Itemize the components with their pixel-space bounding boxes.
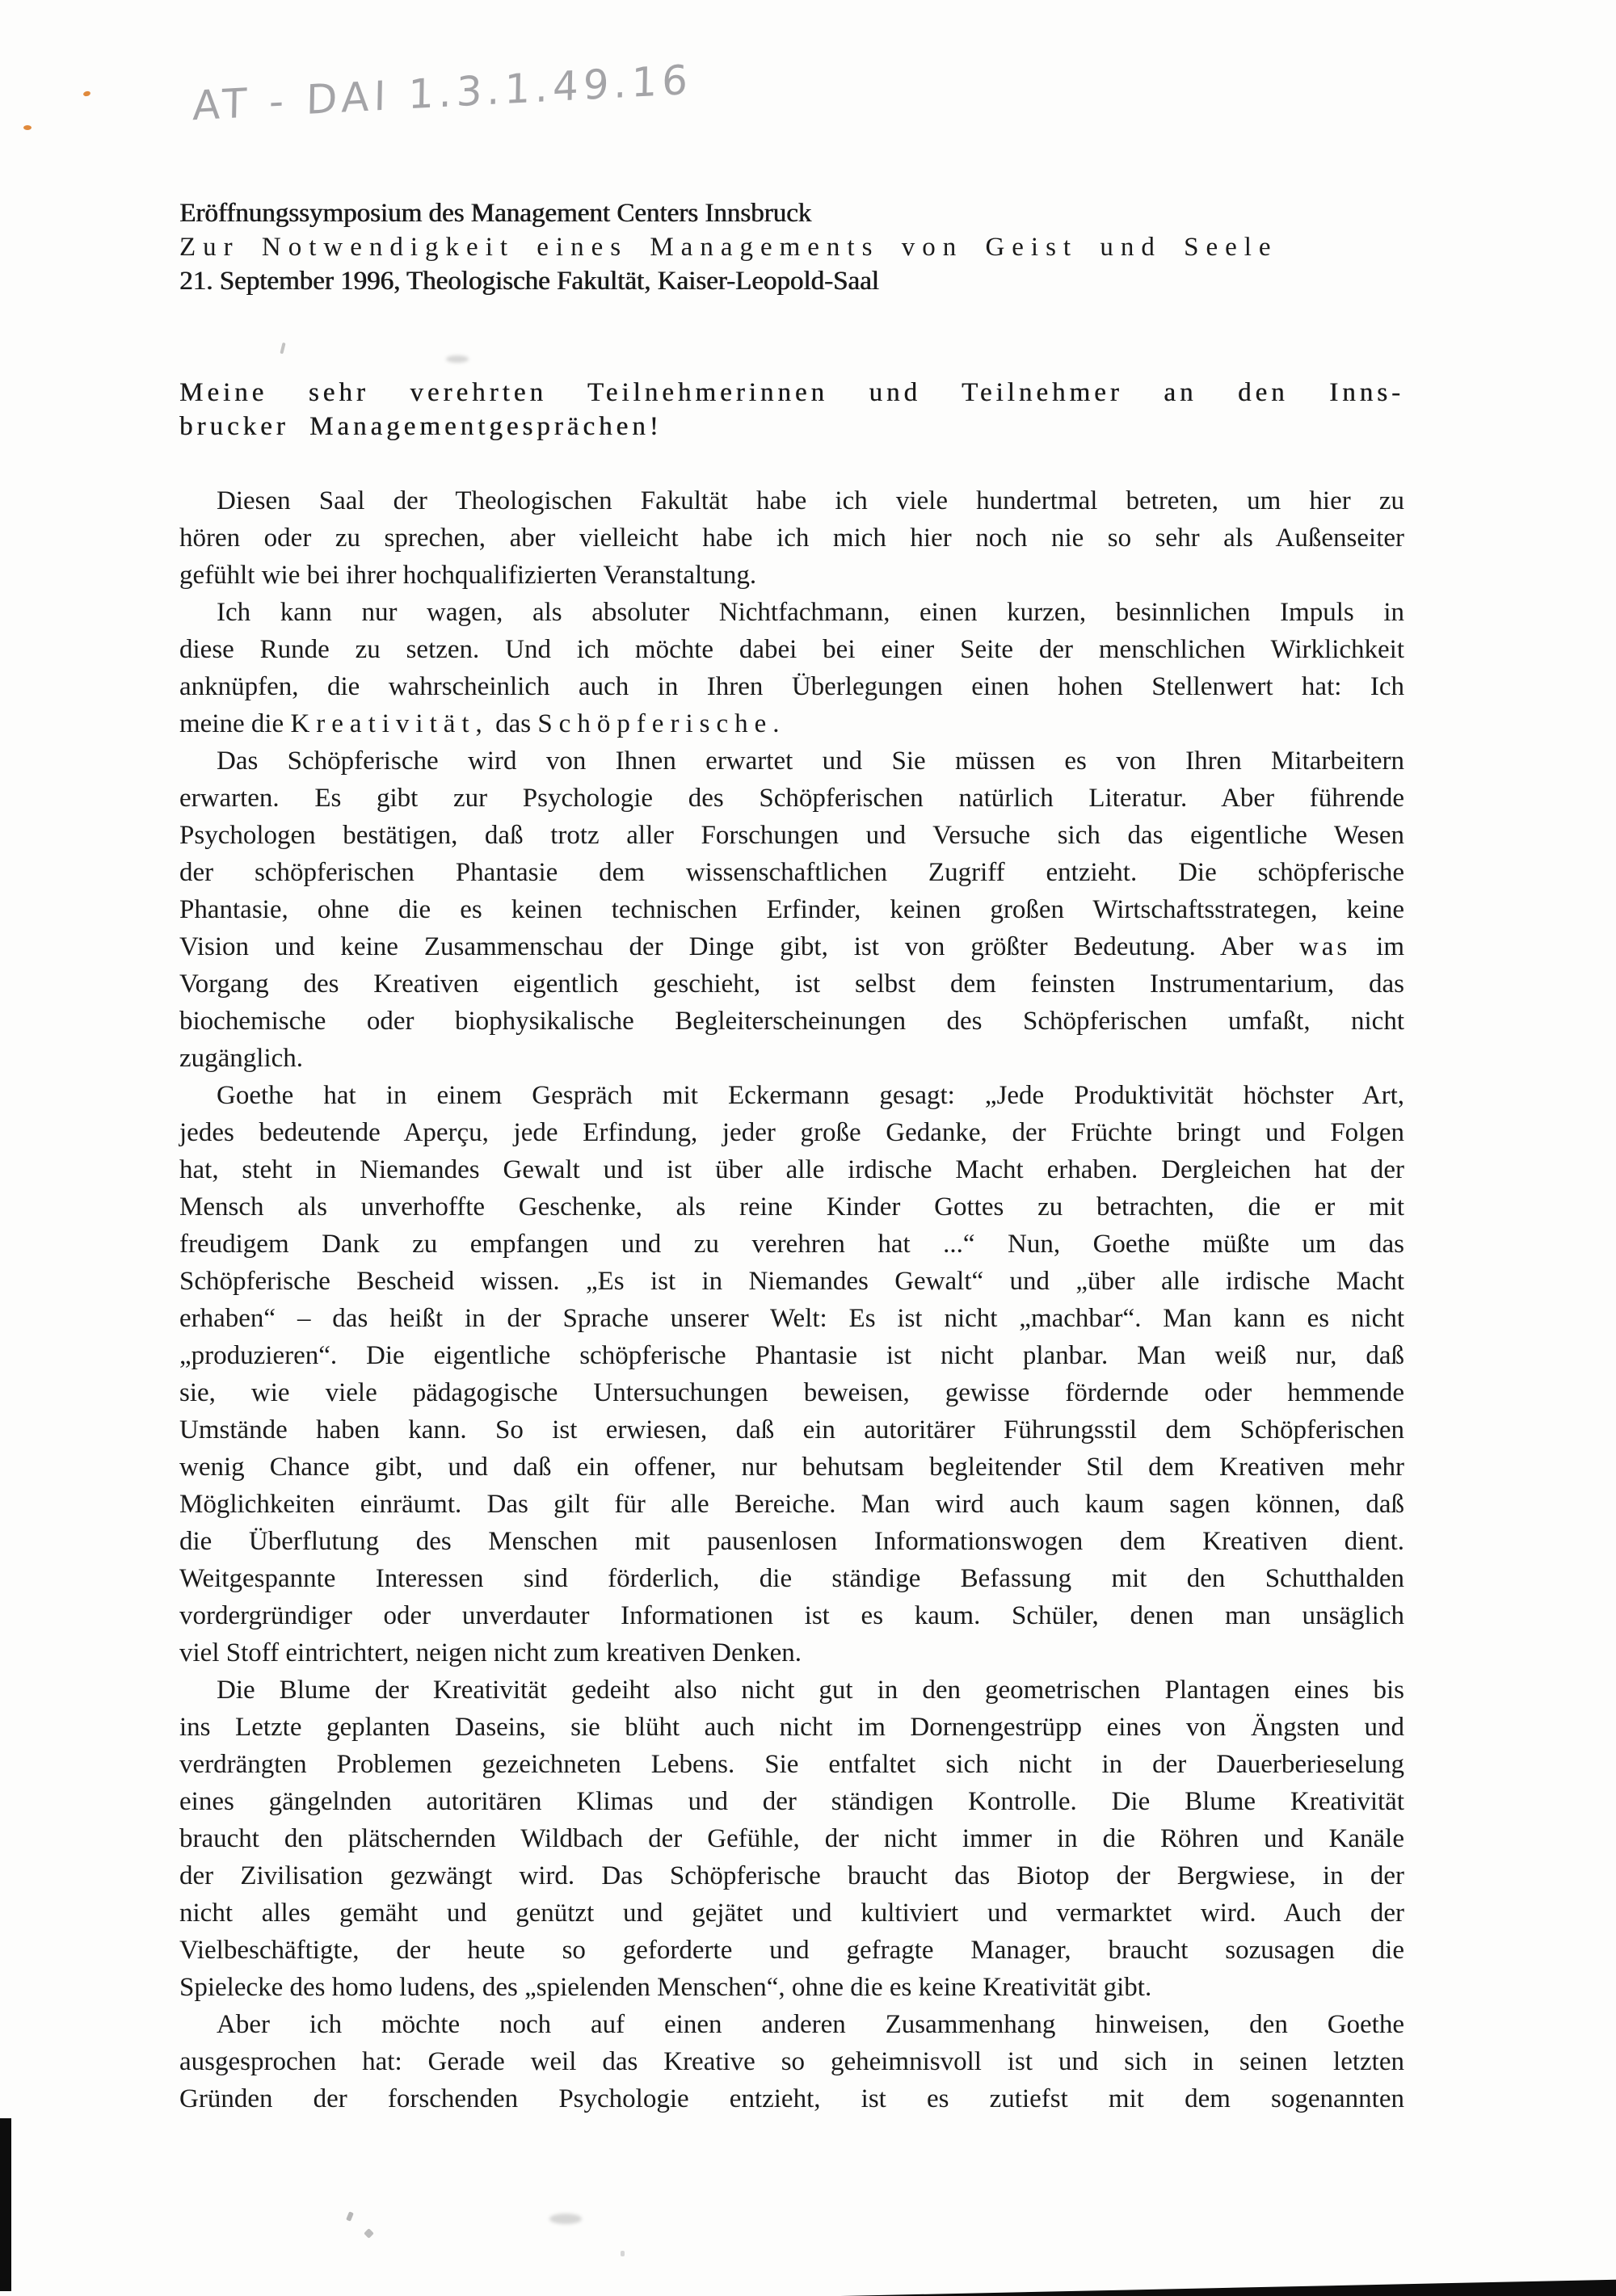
paragraph-5 <box>179 1672 1404 2006</box>
text-line: Meine sehr verehrten Teilnehmerinnen und Teilnehmer an den Inns- <box>179 378 1404 407</box>
text-line: biochemische oder biophysikalische Begleiterscheinungen des Schöpferischen umfaßt, nicht <box>179 1007 1404 1036</box>
text-line: Die Blume der Kreativität gedeiht also nicht gut in den geometrischen Plantagen eines bis <box>217 1676 1404 1705</box>
scan-smudge <box>346 2211 354 2221</box>
text-line <box>179 928 1404 965</box>
text-line: viel Stoff eintrichtert, neigen nicht zum kreativen Denken. <box>179 1638 802 1667</box>
text-line: Umstände haben kann. So ist erwiesen, daß ein autoritärer Führungsstil dem Schöpferischen <box>179 1415 1404 1444</box>
text-line: vordergründiger oder unverdauter Informationen ist es kaum. Schüler, denen man unsäglich <box>179 1601 1404 1630</box>
text-line: Aber ich möchte noch auf einen anderen Zusammenhang hinweisen, den Goethe <box>217 2010 1404 2039</box>
text-line: der schöpferischen Phantasie dem wissenschaftlichen Zugriff entzieht. Die schöpferische <box>179 858 1404 887</box>
emphasized-spaced-text: Schöpferische. <box>537 709 786 738</box>
paragraph-3 <box>179 742 1404 1077</box>
text-line: Schöpferische Bescheid wissen. „Es ist in Niemandes Gewalt“ und „über alle irdische Macht <box>179 1267 1404 1296</box>
text-line: gefühlt wie bei ihrer hochqualifizierten Veranstaltung. <box>179 561 757 590</box>
handwritten-archive-code: AT - DAI 1.3.1.49.16 <box>191 56 693 130</box>
text-segment: meine die <box>179 709 291 738</box>
emphasized-spaced-text: was <box>1298 932 1351 961</box>
text-line: sie, wie viele pädagogische Untersuchungen beweisen, gewisse fördernde oder hemmende <box>179 1378 1404 1407</box>
text-line: Vorgang des Kreativen eigentlich geschieht, ist selbst dem feinsten Instrumentarium, das <box>179 969 1404 999</box>
text-line: „produzieren“. Die eigentliche schöpferische Phantasie ist nicht planbar. Man weiß nur, daß <box>179 1341 1404 1370</box>
text-line: erwarten. Es gibt zur Psychologie des Schöpferischen natürlich Literatur. Aber führende <box>179 784 1404 813</box>
text-line: Vielbeschäftigte, der heute so geforderte und gefragte Manager, braucht sozusagen die <box>179 1936 1404 1965</box>
text-line: Gründen der forschenden Psychologie entzieht, ist es zutiefst mit dem sogenannten <box>179 2084 1404 2113</box>
scan-smudge <box>621 2251 625 2256</box>
text-line: hat, steht in Niemandes Gewalt und ist über alle irdische Macht erhaben. Dergleichen hat der <box>179 1155 1404 1184</box>
text-line: der Zivilisation gezwängt wird. Das Schöpferische braucht das Biotop der Bergwiese, in der <box>179 1861 1404 1890</box>
text-line: Weitgespannte Interessen sind förderlich, die ständige Befassung mit den Schutthalden <box>179 1564 1404 1593</box>
text-line: Ich kann nur wagen, als absoluter Nichtfachmann, einen kurzen, besinnlichen Impuls in <box>217 598 1404 627</box>
text-line: Möglichkeiten einräumt. Das gilt für alle Bereiche. Man wird auch kaum sagen können, daß <box>179 1490 1404 1519</box>
text-line: nicht alles gemäht und genützt und gejätet und kultiviert und vermarktet wird. Auch der <box>179 1899 1404 1928</box>
emphasized-spaced-text: Kreativität, <box>290 709 489 738</box>
text-line: die Überflutung des Menschen mit pausenlosen Informationswogen dem Kreativen dient. <box>179 1527 1404 1556</box>
text-line: hören oder zu sprechen, aber vielleicht habe ich mich hier noch nie so sehr als Außenseiter <box>179 524 1404 553</box>
scan-smudge <box>364 2228 374 2239</box>
text-line: brucker Managementgesprächen! <box>179 412 663 441</box>
text-line: eines gängelnden autoritären Klimas und der ständigen Kontrolle. Die Blume Kreativität <box>179 1787 1404 1816</box>
text-line: zugänglich. <box>179 1044 304 1073</box>
header-title-line: Eröffnungssymposium des Management Centers Innsbruck <box>179 199 812 228</box>
text-line: Das Schöpferische wird von Ihnen erwartet und Sie müssen es von Ihren Mitarbeitern <box>217 746 1404 776</box>
text-segment: Vision und keine Zusammenschau der Dinge gibt, ist von größter Bedeutung. Aber <box>179 932 1299 961</box>
paragraph-2 <box>179 594 1404 742</box>
paragraph-6 <box>179 2006 1404 2117</box>
text-line: Mensch als unverhoffte Geschenke, als reine Kinder Gottes zu betrachten, die er mit <box>179 1192 1404 1222</box>
text-line: Spielecke des homo ludens, des „spielenden Menschen“, ohne die es keine Kreativität gibt. <box>179 1973 1152 2002</box>
paragraph-4 <box>179 1077 1404 1672</box>
text-segment: im <box>1350 932 1404 961</box>
header-date-location-line: 21. September 1996, Theologische Fakultät, Kaiser-Leopold-Saal <box>179 267 879 296</box>
text-line: diese Runde zu setzen. Und ich möchte dabei bei einer Seite der menschlichen Wirklichkeit <box>179 635 1404 664</box>
salutation <box>179 376 1404 444</box>
text-line: freudigem Dank zu empfangen und zu verehren hat ...“ Nun, Goethe müßte um das <box>179 1230 1404 1259</box>
text-line: ausgesprochen hat: Gerade weil das Kreative so geheimnisvoll ist und sich in seinen letzten <box>179 2047 1404 2076</box>
scan-smudge <box>280 343 285 355</box>
text-line: Goethe hat in einem Gespräch mit Eckermann gesagt: „Jede Produktivität höchster Art, <box>217 1081 1404 1110</box>
body-text <box>179 482 1404 2117</box>
text-segment: das <box>488 709 538 738</box>
text-line: braucht den plätschernden Wildbach der Gefühle, der nicht immer in die Röhren und Kanäle <box>179 1824 1404 1853</box>
scan-speck <box>23 125 32 130</box>
text-line: erhaben“ – das heißt in der Sprache unserer Welt: Es ist nicht „machbar“. Man kann es nicht <box>179 1304 1404 1333</box>
scanner-edge-shadow-left <box>0 2118 11 2291</box>
text-line <box>179 705 1404 742</box>
text-line: wenig Chance gibt, und daß ein offener, nur behutsam begleitender Stil dem Kreativen mehr <box>179 1453 1404 1482</box>
text-line: Diesen Saal der Theologischen Fakultät habe ich viele hundertmal betreten, um hier zu <box>217 486 1404 515</box>
scan-speck <box>82 90 90 97</box>
text-line: Psychologen bestätigen, daß trotz aller Forschungen und Versuche sich das eigentliche Wesen <box>179 821 1404 850</box>
scanner-edge-shadow-bottom <box>840 2274 1616 2296</box>
text-line: Phantasie, ohne die es keinen technischen Erfinder, keinen großen Wirtschaftsstrategen, keine <box>179 895 1404 924</box>
paragraph-1 <box>179 482 1404 594</box>
scan-smudge <box>549 2214 582 2224</box>
text-line: ins Letzte geplanten Daseins, sie blüht auch nicht im Dornengestrüpp eines von Ängsten und <box>179 1713 1404 1742</box>
text-line: anknüpfen, die wahrscheinlich auch in Ihren Überlegungen einen hohen Stellenwert hat: Ich <box>179 672 1404 701</box>
header-subtitle-line: Zur Notwendigkeit eines Managements von Geist und Seele <box>179 233 1278 262</box>
scan-smudge <box>446 355 469 363</box>
document-header <box>179 196 1404 298</box>
text-line: verdrängten Problemen gezeichneten Lebens. Sie entfaltet sich nicht in der Dauerberieselung <box>179 1750 1404 1779</box>
text-line: jedes bedeutende Aperçu, jede Erfindung, jeder große Gedanke, der Früchte bringt und Folgen <box>179 1118 1404 1147</box>
